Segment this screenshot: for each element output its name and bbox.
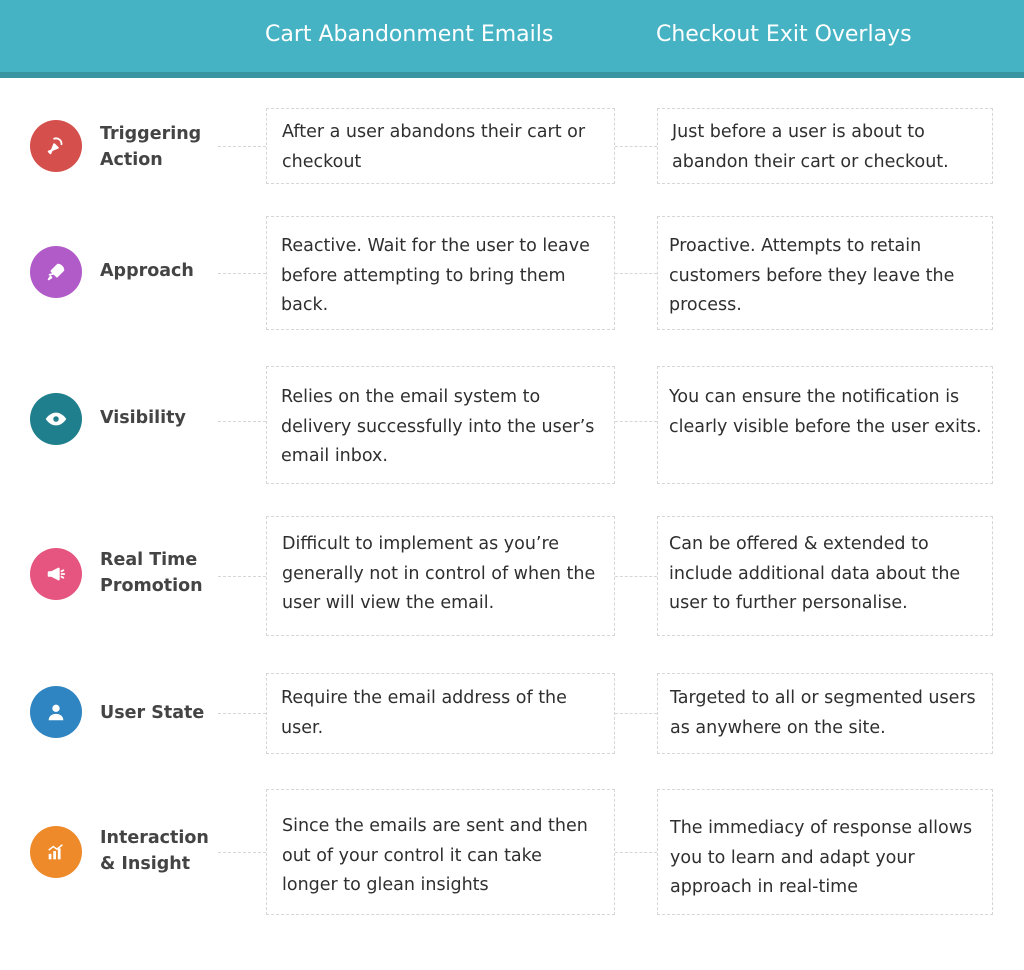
rocket-icon [30,246,82,298]
overlays-cell: Targeted to all or segmented users as anywhere on the site. [657,673,993,754]
row-label: Real Time Promotion [100,550,203,596]
column-header-emails: Cart Abandonment Emails [265,22,554,47]
overlays-cell: You can ensure the notification is clearly visible before the user exits. [657,366,993,484]
row-label: Interaction & Insight [100,828,209,874]
emails-cell: Reactive. Wait for the user to leave before attempting to bring them back. [266,216,615,330]
user-icon [30,686,82,738]
connector-line [615,713,657,714]
overlays-cell: Just before a user is about to abandon their cart or checkout. [657,108,993,184]
connector-line [218,273,266,274]
connector-line [615,576,657,577]
eye-icon [30,393,82,445]
row-label: User State [100,703,205,723]
connector-line [615,146,657,147]
megaphone-icon [30,548,82,600]
connector-line [218,576,266,577]
overlays-cell: Proactive. Attempts to retain customers before they leave the process. [657,216,993,330]
connector-line [218,852,266,853]
header-bar [0,0,1024,78]
emails-cell: Since the emails are sent and then out of your control it can take longer to glean insights [266,789,615,915]
connector-line [218,421,266,422]
emails-cell: Require the email address of the user. [266,673,615,754]
column-header-overlays: Checkout Exit Overlays [656,22,912,47]
emails-cell: Difficult to implement as you’re generally not in control of when the user will view the email. [266,516,615,636]
bar-chart-icon [30,826,82,878]
connector-line [615,852,657,853]
overlays-cell: The immediacy of response allows you to learn and adapt your approach in real-time [657,789,993,915]
emails-cell: After a user abandons their cart or checkout [266,108,615,184]
row-label: Approach [100,261,194,281]
connector-line [615,273,657,274]
connector-line [218,146,266,147]
connector-line [615,421,657,422]
connector-line [218,713,266,714]
emails-cell: Relies on the email system to delivery successfully into the user’s email inbox. [266,366,615,484]
row-label: Triggering Action [100,124,202,170]
row-label: Visibility [100,408,186,428]
overlays-cell: Can be offered & extended to include additional data about the user to further personalise. [657,516,993,636]
cursor-click-icon [30,120,82,172]
